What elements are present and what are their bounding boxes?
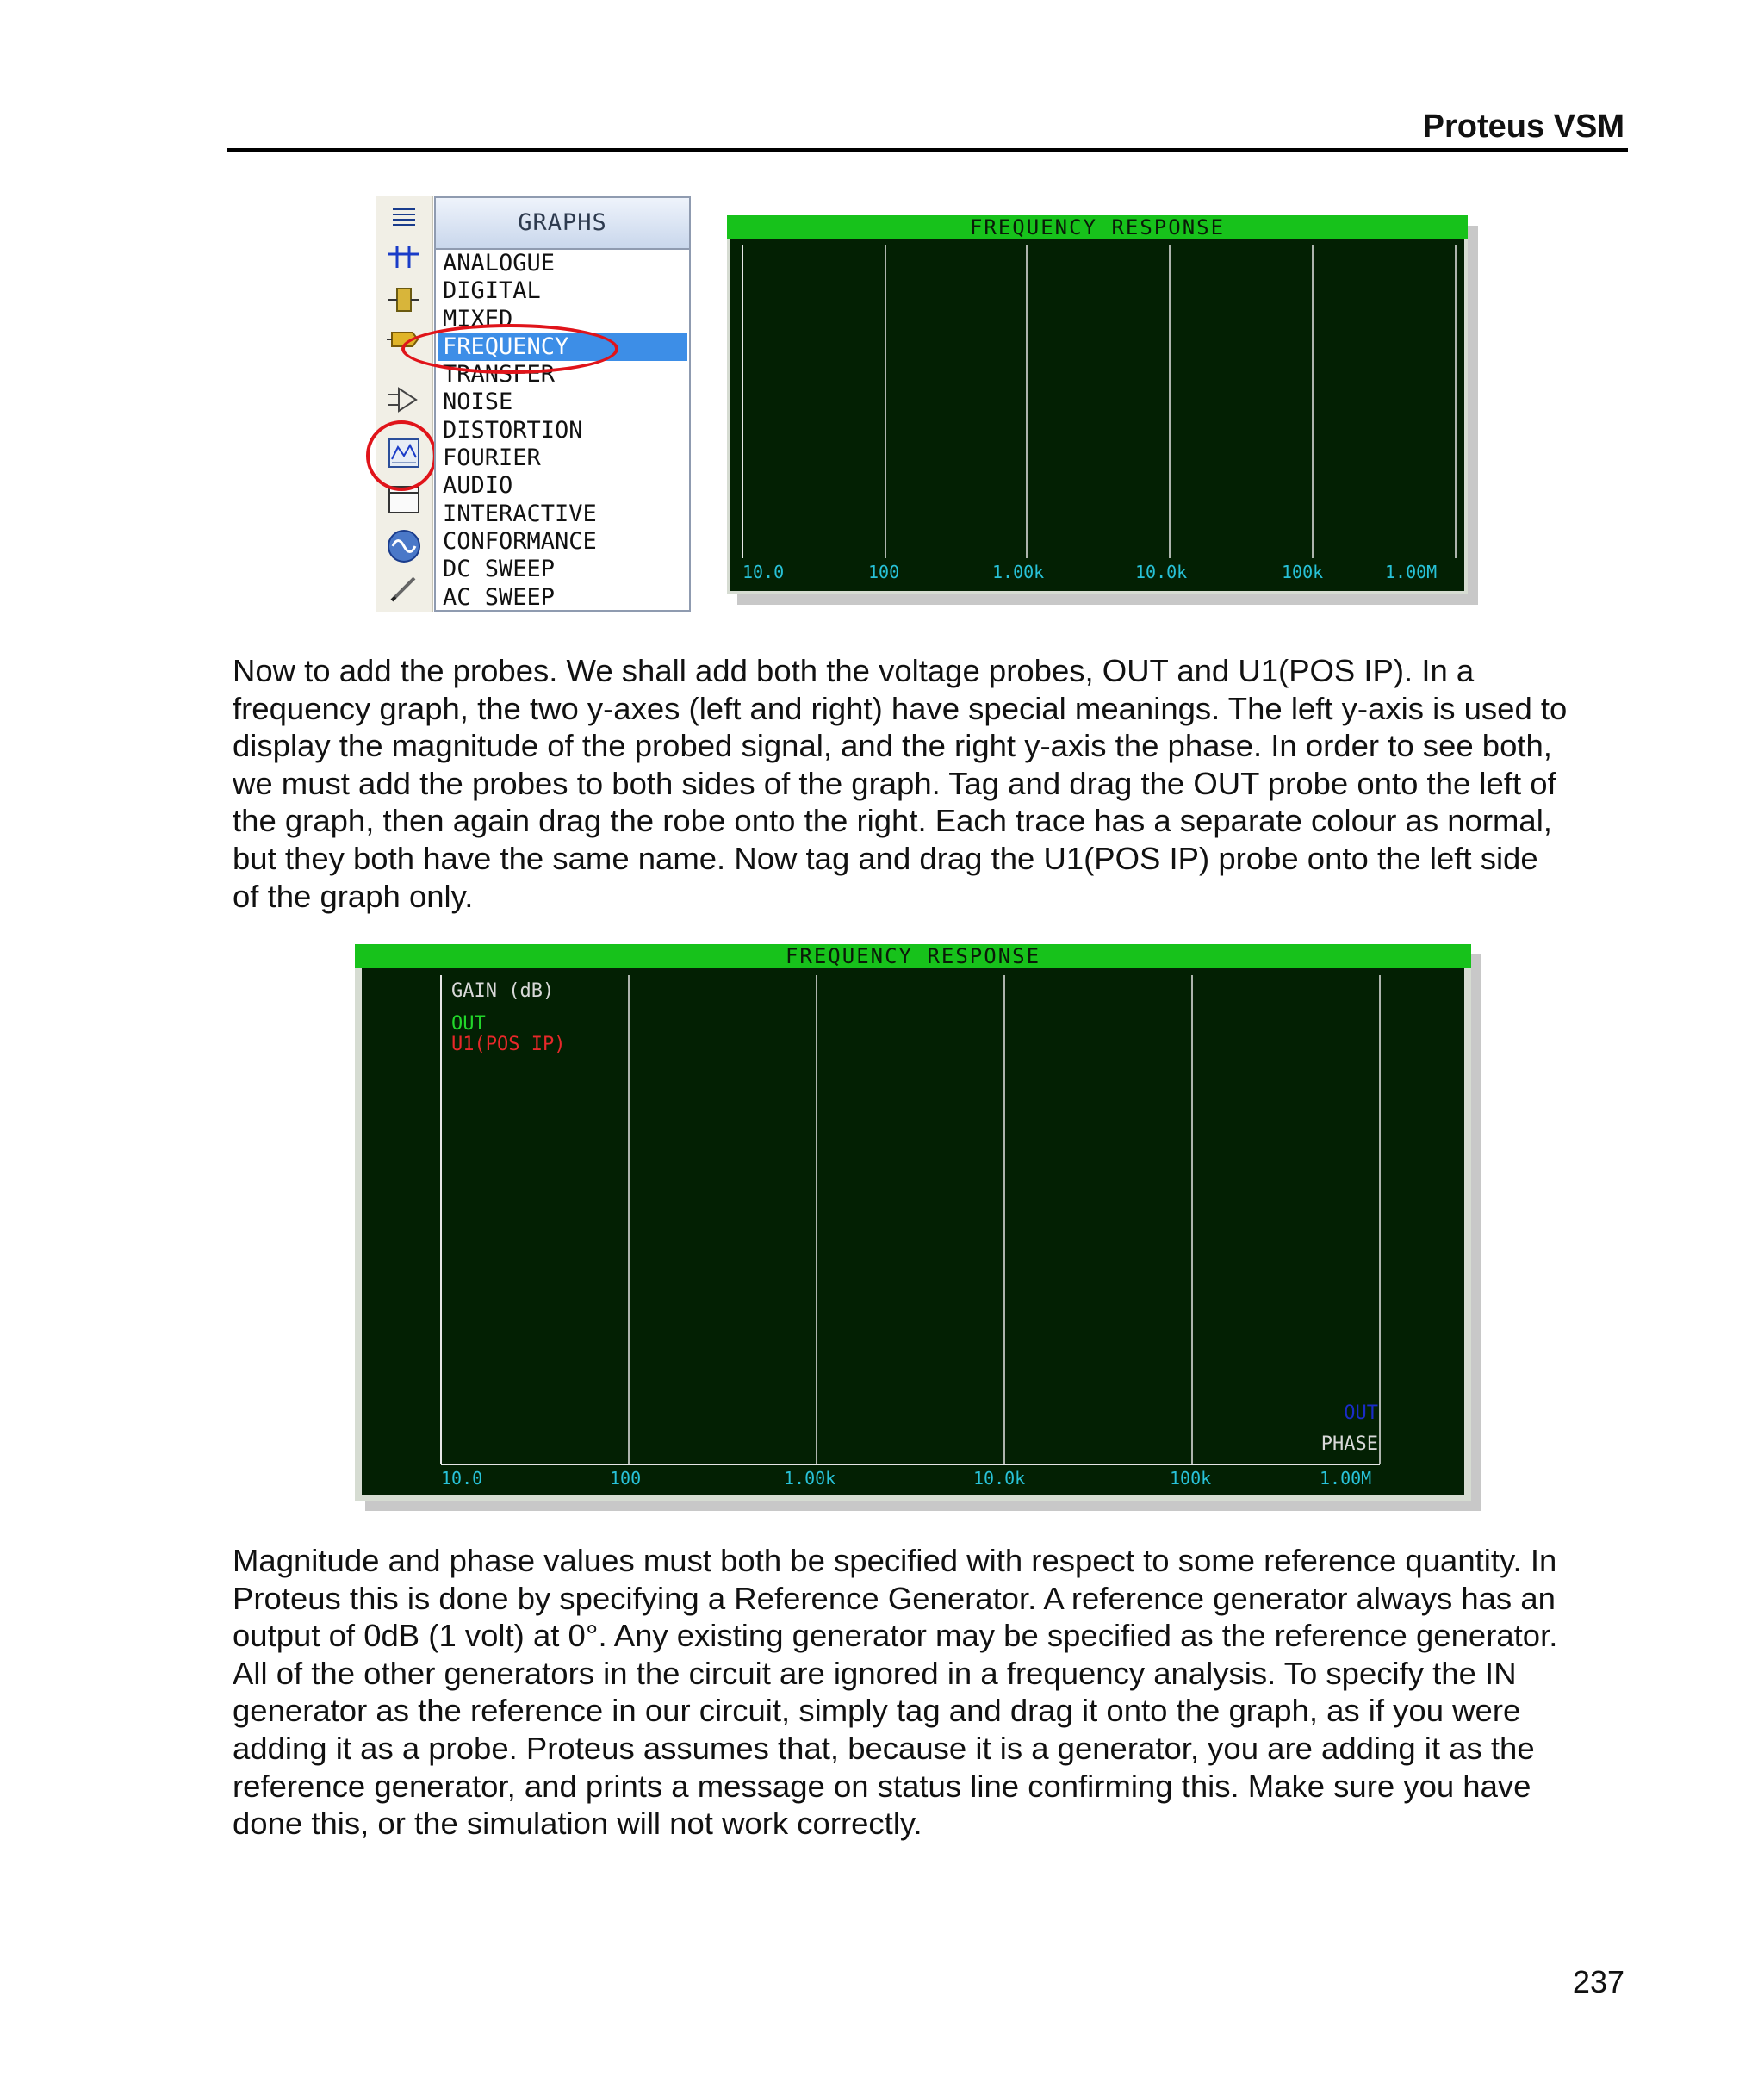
graphs-item-noise[interactable]: NOISE — [443, 389, 513, 416]
header-rule — [227, 148, 1628, 152]
graphs-menu-title: GRAPHS — [436, 198, 689, 250]
graph-grid — [730, 239, 1464, 591]
terminals-icon[interactable] — [376, 203, 432, 231]
graphs-list — [436, 250, 689, 612]
right-axis-label: PHASE — [1320, 1433, 1378, 1455]
paragraph-reference-generator: Magnitude and phase values must both be specified with respect to some reference quantity. In Proteus this is done by specifying a Reference Generator. A reference generator always has an output of 0dB (1 volt) at 0°. Any existing generator may be specified as the reference generator. All of the other generators in the circuit are ignored in a frequency analysis. To specify the IN generator as the reference in our circuit, simply tag and drag it onto the graph, as if you were adding it as a probe. Proteus assumes that, because it is a generator, you are adding it as the reference generator, and prints a message on status line confirming this. Make sure you have done this, or the simulation will not work correctly. — [233, 1543, 1558, 1842]
graph-plot-area — [730, 239, 1464, 591]
graphs-item-mixed[interactable]: MIXED — [443, 305, 513, 333]
graph-title: FREQUENCY RESPONSE — [727, 215, 1468, 239]
x-tick-label: 10.0k — [1135, 562, 1188, 582]
graphs-item-frequency[interactable]: FREQUENCY — [438, 333, 687, 361]
probe-icon[interactable] — [376, 386, 432, 413]
frequency-graph-empty[interactable] — [727, 215, 1468, 594]
x-tick-label: 10.0 — [742, 562, 785, 582]
left-trace-label-out[interactable]: OUT — [451, 1013, 486, 1035]
graphs-item-fourier[interactable]: FOURIER — [443, 445, 541, 472]
graphs-item-conformance[interactable]: CONFORMANCE — [443, 527, 597, 555]
x-tick-label: 10.0 — [441, 1468, 483, 1489]
x-tick-label: 100k — [1170, 1468, 1212, 1489]
component-icon[interactable] — [376, 286, 432, 314]
x-tick-label: 1.00M — [1320, 1468, 1372, 1489]
graphs-item-ac-sweep[interactable]: AC SWEEP — [443, 583, 556, 611]
graph-mode-highlight-circle — [366, 420, 437, 491]
graphs-item-audio[interactable]: AUDIO — [443, 472, 513, 500]
mode-toolbar — [376, 196, 433, 612]
frequency-highlight-ellipse — [401, 324, 618, 374]
graphs-item-transfer[interactable]: TRANSFER — [443, 361, 556, 389]
running-header: Proteus VSM — [1422, 109, 1624, 145]
graph-title: FREQUENCY RESPONSE — [355, 944, 1471, 968]
x-tick-label: 100k — [1282, 562, 1324, 582]
graphs-menu — [434, 196, 691, 612]
graphs-item-dc-sweep[interactable]: DC SWEEP — [443, 556, 556, 583]
paragraph-probes: Now to add the probes. We shall add both the voltage probes, OUT and U1(POS IP). In a frequency graph, the two y-axes (left and right) have special meanings. The left y-axis is used to display the magnitude of the probed signal, and the right y-axis the phase. In order to see both, we must add the probes to both sides of the graph. Tag and drag the OUT probe onto the left of the graph, then again drag the robe onto the right. Each trace has a separate colour as normal, but they both have the same name. Now tag and drag the U1(POS IP) probe onto the left side of the graph only. — [233, 653, 1568, 914]
graphs-item-interactive[interactable]: INTERACTIVE — [443, 500, 597, 527]
graphs-item-digital[interactable]: DIGITAL — [443, 277, 541, 305]
left-axis-label: GAIN (dB) — [451, 980, 555, 1002]
x-tick-label: 100 — [610, 1468, 642, 1489]
x-tick-label: 100 — [868, 562, 900, 582]
capacitor-icon[interactable] — [376, 243, 432, 270]
left-trace-label-u1-pos-ip[interactable]: U1(POS IP) — [451, 1034, 566, 1055]
right-trace-label-out[interactable]: OUT — [1344, 1402, 1378, 1424]
x-tick-label: 1.00M — [1385, 562, 1438, 582]
pencil-icon[interactable] — [376, 572, 432, 606]
page-number: 237 — [1572, 1964, 1624, 1999]
graphs-item-distortion[interactable]: DISTORTION — [443, 416, 583, 444]
frequency-graph-with-probes[interactable] — [355, 944, 1471, 1501]
x-tick-label: 10.0k — [973, 1468, 1026, 1489]
graphs-item-analogue[interactable]: ANALOGUE — [443, 250, 556, 277]
graph-plot-area — [362, 968, 1464, 1495]
x-tick-label: 1.00k — [992, 562, 1045, 582]
x-tick-label: 1.00k — [784, 1468, 836, 1489]
sine-source-icon[interactable] — [376, 527, 432, 565]
